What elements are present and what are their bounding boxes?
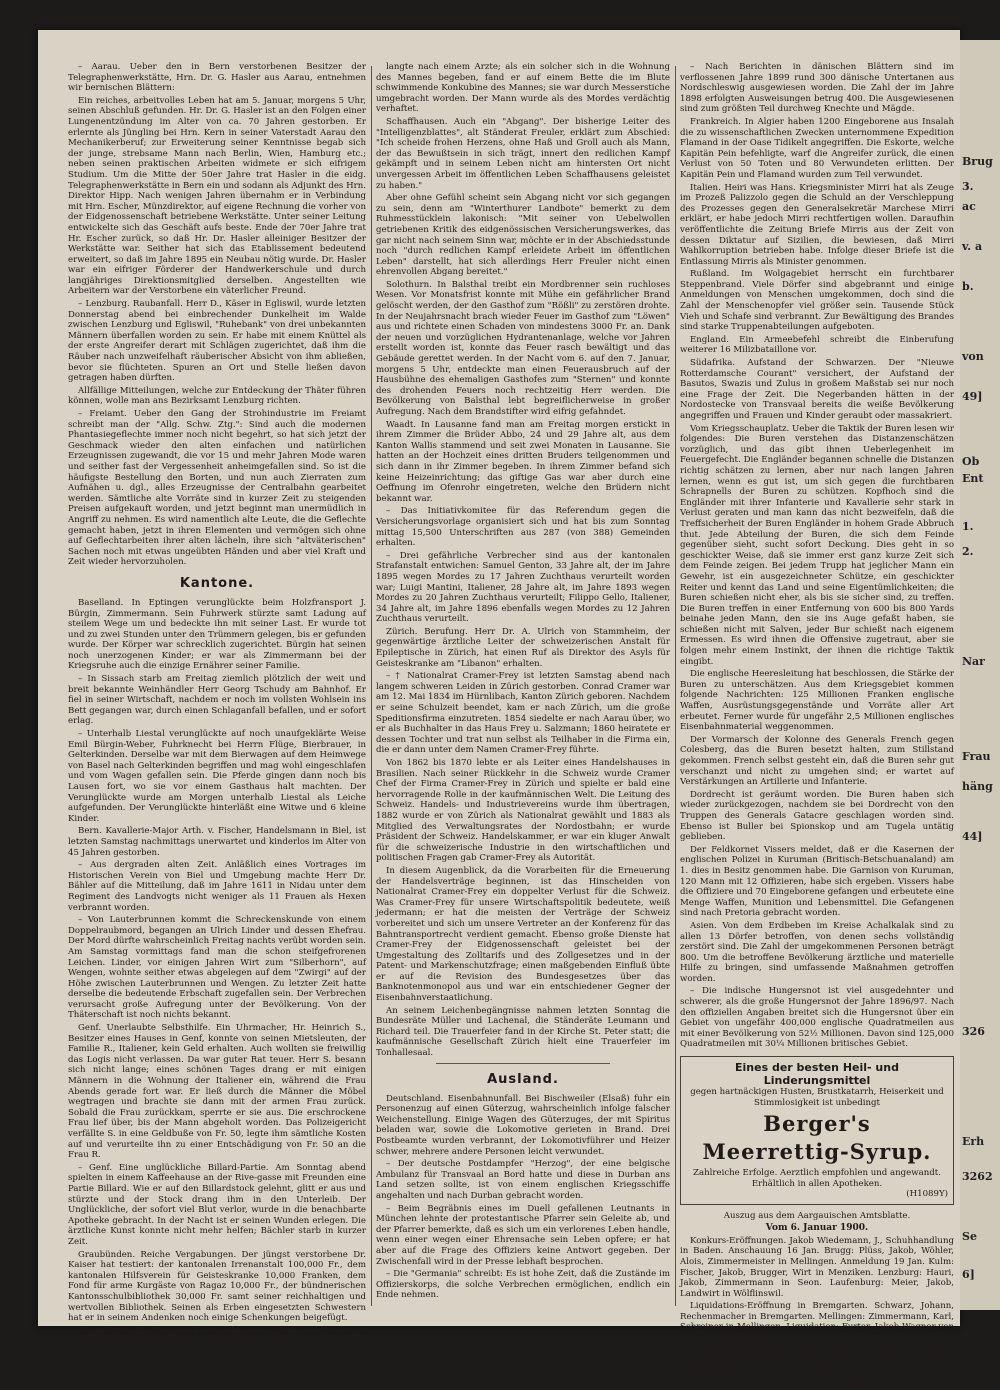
article-waadt-escape: – Drei gefährliche Verbrecher sind aus der kantonalen Strafanstalt entwichen: Samuel Genton, 33 Jahre alt, der im Jahre 1895 wegen Mordes zu 17 Jahren Zuchthaus verurteilt worden war; Luigi Mantini, Italiener, 28 Jahre alt, im Jahre 1893 wegen Mordes zu 20 Jahren Zuchthaus verurteilt; Filippo Gello, Italiener, 34 Jahre alt, im Jahre 1896 ebenfalls wegen Mordes zu 12 Jahren Zuchthaus verurteilt. <box>376 550 670 625</box>
amtsblatt-begehren: Vermögens- und Konkursbegehren. Jurzo. Dtto, von Elpingen, Leuggern, in Amerika. Eingaben 30. Januar. <box>680 1368 954 1390</box>
fragment-text: 49] <box>962 390 983 403</box>
fragment-text: ac <box>962 200 976 213</box>
article-schaffhausen-cont: Aber ohne Gefühl scheint sein Abgang nicht vor sich gegangen zu sein, denn am "Winterthurer Landbote" bemerkt zu dem Ruhmesstücklein lakonisch: "Mit seiner von Uebelwollen getriebenen Kritik des eidgenössischen Versicherungswerkes, das gar nicht nach seinem Sinn war, möchte er in der Abschiedsstunde noch "durch redlichen Kampf erleidete Arbeit im öffentlichen Leben" darstellt, hat sich allerdings Herr Freuler nicht einen ehrenvollen Abgang bereitet." <box>376 193 670 278</box>
divider <box>436 1063 610 1064</box>
article-waadt: Waadt. In Lausanne fand man am Freitag morgen erstickt in ihrem Zimmer die Brüder Abbo, 24 und 29 Jahre alt, aus dem Kanton Wallis stammend und seit zwei Monaten in Lausanne. Sie hatten an der Hochzeit eines dritten Bruders teilgenommen und sich dann in ihr Zimmer begeben. In ihrem Zimmer befand sich keine Heizeinrichtung; das giftige Gas war aber durch eine Oeffnung im Ofenrohr eingetreten, welche den Brüdern nicht bekannt war. <box>376 419 670 504</box>
column-divider <box>675 66 676 1306</box>
article-liestal: – Unterhalb Liestal verunglückte auf noch unaufgeklärte Weise Emil Bürgin-Weber, Fuhrknecht bei Herrn Flüge, Bierbrauer, in Gelterkinden. Derselbe war mit dem Bierwagen auf dem Heimwege von Basel nach Gelterkinden begriffen und mag wohl eingeschlafen und vom Wagen gefallen sein. Die Pferde gingen dann noch bis Lausen fort, wo sie vor einem Gasthaus halt machten. Der Verunglückte wurde am Morgen unterhalb Liestal als Leiche aufgefunden. Der Verunglückte hinterläßt eine Witwe und 6 kleine Kinder. <box>68 729 366 824</box>
article-suedafrika: Südafrika. Aufstand der Schwarzen. Der "Nieuwe Rotterdamsche Courant" versichert, der Aufstand der Basutos, Swazis und Zulus in großem Maßstab sei nur noch eine Frage der Zeit. Die Negerbanden hätten in der Nordostecke von Transvaal bereits die weiße Bevölkerung angegriffen und Frauen und Kinder geraubt oder massakriert. <box>680 358 954 421</box>
amtsblatt-konkurs: Konkurs-Eröffnungen. Jakob Wiedemann, J., Schuhhandlung in Baden. Anschauung 16 Jan. Brugg: Plüss, Jakob, Wöhler, Alois, Zimmermeister in Mellingen. Anmeldung 19 Jan. Kulm: Fischer, Jakob, Brugger, Wirt in Menziken. Lenzburg: Hauri, Jakob, Zimmermann in Seon. Laufenburg: Meier, Jakob, Landwirt in Wölflinswil. <box>680 1235 954 1299</box>
article-baselland: Baselland. In Eptingen verunglückte beim Holzfransport J. Bürgin, Zimmermann. Sein Fuhrwerk stürzte samt Ladung auf steilem Wege um und bedeckte ihn mit seiner Last. Er wurde tot und zu zwei Stunden unter den Trümmern gelegen, bis er gefunden wurde. Der Körper war schrecklich zugerichtet. Bürgin hat seinen noch unerzogenen Kinder; er war als Zimmermann bei der Kriegsruhe auch die einzige Ernährer seiner Familie. <box>68 597 366 672</box>
amtsblatt-title: Auszug aus dem Aargauischen Amtsblatte. <box>723 1210 911 1221</box>
fragment-text: 1. <box>962 520 974 533</box>
ad-product-name: Berger's Meerrettig-Syrup. <box>702 1111 932 1165</box>
fragment-text: Frau <box>962 750 991 763</box>
article-solothurn: Solothurn. In Balsthal treibt ein Mordbrenner sein ruchloses Wesen. Vor Monatsfrist konnte mit Mühe ein gefährlicher Brand gelöscht werden, der den Gasthof zum "Rößli" zu zerstören drohte. In der Neujahrsnacht brach wieder Feuer im Gasthof zum "Löwen" aus und richtete einen Schaden von mindestens 3000 Fr. an. Dank der neuen und vorzüglichen Hydrantenanlage, welche vor Jahren erstellt worden ist, konnte das Feuer rasch bewältigt und das Gebäude gerettet werden. In der Nacht vom 6. auf den 7. Januar, morgens 5 Uhr, entdeckte man einen Feuerausbruch auf der Hausbühne des ehemaligen Gasthofes zum "Sternen" und konnte des drohenden Feuers noch rechtzeitig Herr werden. Die Bevölkerung von Balsthal lebt begreiflicherweise in großer Aufregung. Nach dem Brandstifter wird eifrig gefahndet. <box>376 279 670 417</box>
adjacent-page-fragment <box>960 40 1000 1310</box>
article-germania: – Die "Germania" schreibt: Es ist hohe Zeit, daß die Zustände im Offizierskorps, die solche Verbrechen ermöglichen, endlich ein Ende nehmen. <box>376 1269 670 1301</box>
fragment-text: Ent <box>962 472 984 485</box>
article-postdampfer: – Der deutsche Postdampfer "Herzog", der eine belgische Ambulanz für Transvaal an Bord hatte und diese in Durban ans Land setzen sollte, ist von einem englischen Kriegsschiffe angehalten und nach Durban gebracht worden. <box>376 1159 670 1201</box>
fragment-text: 2. <box>962 545 974 558</box>
fragment-text: Brug <box>962 155 993 168</box>
article-aarau-body: Ein reiches, arbeitvolles Leben hat am 5. Januar, morgens 5 Uhr, seinen Abschluß gefunden. Hr. Dr. G. Hasler ist an den Folgen einer Lungenentzündung im Alter von ca. 70 Jahren gestorben. Er erlernte als Jüngling bei Hrn. Kern in seiner Vaterstadt Aarau den Mechanikerberuf; zur Erweiterung seiner Kenntnisse begab sich der junge, strebsame Mann nach Berlin, Wien, Hamburg etc.; neben seinen praktischen Arbeiten widmete er sich eifrigem Studium. Um die Mitte der 50er Jahre trat Hasler in die eidg. Telegraphenwerkstätte in Bern ein und sodann als Adjunkt des Hrn. Direktor Hipp. Nach wenigen Jahren übernahm er in Verbindung mit Hrn. Escher, Münzdirektor, auf eigene Rechnung die vorher von der Eidgenossenschaft betriebene Werkstätte. Unter seiner Leitung entwickelte sich das Geschäft aufs beste. Ende der 70er Jahre trat Hr. Escher zurück, so daß Hr. Dr. Hasler alleiniger Besitzer der Werkstätte war. Seither hat sich das Etablissement bedeutend erweitert, so daß im Jahre 1895 ein Neubau nötig wurde. Dr. Hasler war ein eifriger Förderer der Handwerkerschule und durch langjähriges Direktionsmitglied derselben. Angestellten wie Arbeitern war der Verstorbene ein väterlicher Freund. <box>68 95 366 297</box>
article-italien: Italien. Heiri was Hans. Kriegsminister Mirri hat als Zeuge im Prozeß Palizzolo gegen die Schuld an der Verschleppung des Prozesses gegen den Generalsekretär Marchese Mirri erklärt, er habe jedoch Mirri rechtfertigen wollen. Daraufhin veröffentlichte die Zeitung Briefe Mirris aus der Zeit von dessen Diktatur auf Sizilien, die bewiesen, daß Mirri Wahlkorruption betrieben habe. Infolge dieser Briefe ist die Entlassung Mirris als Minister genommen. <box>680 182 954 267</box>
column-1 <box>68 62 366 1347</box>
fragment-text: 326 <box>962 1025 985 1038</box>
ad-code: (H1089Y) <box>906 1189 948 1200</box>
article-waadt-referendum: – Das Initiativkomitee für das Referendum gegen die Versicherungsvorlage organisiert sich und hat bis zum Sonntag mittag 15,500 Unterschriften aus 287 (von 388) Gemeinden erhalten. <box>376 506 670 549</box>
column-divider <box>371 66 372 1306</box>
newspaper-page <box>38 30 960 1390</box>
section-heading-ausland: Ausland. <box>487 1071 559 1087</box>
fragment-text: 6] <box>962 1268 975 1281</box>
fragment-text: Se <box>962 1230 977 1243</box>
article-frankreich: Frankreich. In Algier haben 1200 Eingeborene aus Insalah die zu wissenschaftlichen Zwecken unternommene Expedition Flamand in der Oase Tidikelt angegriffen. Die Eskorte, welche Kapitän Pein befehligte, warf die Angreifer zurück, die einen Verlust von 50 Toten und 80 Verwundeten erlitten. Der Kapitän Pein und Flamand wurden zum Teil verwundet. <box>680 116 954 180</box>
fragment-text: von <box>962 350 984 363</box>
article-bern: Bern. Kavallerie-Major Arth. v. Fischer, Handelsmann in Biel, ist letzten Samstag nachmittags unerwartet und kinderlos im Alter von 45 Jahren gestorben. <box>68 826 366 858</box>
article-cramer-frey-merits: In diesem Augenblick, da die Vorarbeiten für die Erneuerung der Handelsverträge beginnen, ist das Hinscheiden von Nationalrat Cramer-Frey ein doppelter Verlust für die Schweiz. Was Cramer-Frey für unsere Wirtschaftspolitik bedeutete, weiß jedermann; er hat die meisten der Verträge der Schweiz vorbereitet und sich um unsere Vertreter an der Konferenz für das Bahntransportrecht verdient gemacht. Ebenso große Dienste hat Cramer-Frey der Eidgenossenschaft geleistet bei der Umgestaltung des Zolltarifs und des Zollgesetzes und in der Patent- und Markenschutzfrage; einen maßgebenden Einfluß übte er auf die Revision des Bundesgesetzes über das Banknotenmonopol aus und war ein entschiedener Gegner der Eisenbahnverstaatlichung. <box>376 865 670 1004</box>
column-3 <box>680 62 954 1390</box>
article-cramer-frey: – † Nationalrat Cramer-Frey ist letzten Samstag abend nach langem schweren Leiden in Zürich gestorben. Conrad Cramer war am 12. Mai 1834 im Hürnlibach, Kanton Zürich geboren. Nachdem er seine Schulzeit beendet, kam er nach Zürich, um die große Speditionsfirma einzutreten. 1854 siedelte er nach Aarau über, wo er als Buchhalter in das Haus Frey u. Salzmann; 1860 heiratete er dessen Tochter und trat nun selbst als Teilhaber in die Firma ein, die er dann unter dem Namen Cramer-Frey führte. <box>376 671 670 756</box>
fragment-text: v. a <box>962 240 983 253</box>
article-cramer-frey-funeral: An seinem Leichenbegängnisse nahmen letzten Sonntag die Bundesräte Müller und Lachenal, die Ständeräte Leumann und Richard teil. Die Trauerfeier fand in der Kirche St. Peter statt; die kaufmännische Gesellschaft Zürich hielt eine Trauerfeier im Tonhallesaal. <box>376 1005 670 1059</box>
article-asien: Asien. Von dem Erdbeben im Kreise Achalkalak sind zu allen 13 Dörfer betroffen, von denen sechs vollständig zerstört sind. Die Zahl der umgekommenen Personen beträgt 800. Um die betroffene Bevölkerung ärztliche und materielle Hilfe zu bringen, sind umfassende Maßnahmen getroffen worden. <box>680 920 954 984</box>
fragment-text: 3262 <box>962 1170 993 1183</box>
article-schaffhausen: Schaffhausen. Auch ein "Abgang". Der bisherige Leiter des "Intelligenzblattes", alt Ständerat Freuler, erklärt zum Abschied: "Ich scheide frohen Herzens, ohne Haß und Groll auch als Mann, der das Bewußtsein in sich trägt, innert den redlichen Kampf gekämpft und in seinem Leben nicht am hintersten Ort nicht unvergessen Arbeit im öffentlichen Leben Schaffhausens geleistet zu haben." <box>376 116 670 191</box>
article-cramer-frey-career: Von 1862 bis 1870 lebte er als Leiter eines Handelshauses in Brasilien. Nach seiner Rückkehr in die Schweiz wurde Cramer Chef der Firma Cramer-Frey in Zürich und spielte er bald eine hervorragende Rolle in der kaufmännischen Welt. Die Leitung des Schweiz. Handels- und Industrievereins wurde ihm übertragen, 1882 wurde er von Zürich als Nationalrat gewählt und 1883 als Mitglied des Verwaltungsrates der Nordostbahn; er wurde Präsident der Schweiz. Handelskammer, er war ein kluger Anwalt für die schweizerische Industrie in den wirtschaftlichen und politischen Fragen gab Cramer-Frey als Autorität. <box>376 758 670 864</box>
article-deutschland: Deutschland. Eisenbahnunfall. Bei Bischweiler (Elsaß) fuhr ein Personenzug auf einen Güterzug, wahrscheinlich infolge falscher Weichenstellung. Einige Wagen des Güterzuges, der mit Spiritus beladen war, sowie die Lokomotive gerieten in Brand. Drei Postbeamte wurden verbrannt, der Lokomotivführer und Heizer schwer, mehrere andere Personen leicht verwundet. <box>376 1093 670 1157</box>
fragment-text: b. <box>962 280 974 293</box>
article-aarau-intro: – Aarau. Ueber den in Bern verstorbenen Besitzer der Telegraphenwerkstätte, Hrn. Dr. G. Hasler aus Aarau, entnehmen wir bernischen Blättern: <box>68 62 366 94</box>
section-heading-kantone: Kantone. <box>179 575 255 591</box>
amtsblatt-date: Vom 6. Januar 1900. <box>765 1223 869 1234</box>
article-sissach: – In Sissach starb am Freitag ziemlich plötzlich der weit und breit bekannte Weinhändler Herr Georg Tschudy am Bahnhof. Er fiel in seiner Wirtschaft, nachdem er noch im vollsten Wohlsein ins Bett gegangen war, durch einen Schlaganfall befallen, und er sofort erlag. <box>68 674 366 727</box>
article-genf-selbsthilfe: Genf. Unerlaubte Selbsthilfe. Ein Uhrmacher, Hr. Heinrich S., Besitzer eines Hauses in Genf, konnte von seinen Mietsleuten, der Familie R., Italiener, kein Geld erhalten. Auch wollten sie freiwillig das Logis nicht verlassen. Da war guter Rat teuer. Herr S. besann sich nicht lange; eines schönen Tages drang er mit einigen Männern in die Wohnung der Italiener ein, während die Frau Abends gerade fort war. Er ließ durch die Männer die Möbel wegtragen und brachte sie dann mit der armen Frau zurück. Sobald die Frau zurückkam, sperrte er sie aus. Die erschrockene Frau lief über, bis der Mann abgeholt worden. Das Polizeigericht verfällte S. in eine Geldbuße von Fr. 50, legte ihm sämtliche Kosten auf und verurteilte ihn zu einer Entschädigung von Fr. 50 an die Frau R. <box>68 1023 366 1161</box>
article-graubuenden: Graubünden. Reiche Vergabungen. Der jüngst verstorbene Dr. Kaiser hat testiert: der kantonalen Irrenanstalt 100,000 Fr., dem kantonalen Hilfsverein für Geisteskranke 10,000 Franken, dem Fond für arme Kurgäste von Ragaz 10,000 Fr., der bündnerischen Kantonsschulbibliothek 30,000 Fr. samt seiner reichhaltigen und wertvollen Bibliothek. Seinen als Erben eingesetzten Schwestern hat er in seinem Andenken noch einige Schenkungen beigefügt. <box>68 1249 366 1324</box>
amtsblatt-liquidation: Liquidations-Eröffnung in Bremgarten. Schwarz, Johann, Rechenmacher in Bremgarten. Mellingen: Zimmermann, Karl, Schreiner in Mellingen. Liquidation: Furter, Jakob Wagner von Fischbach, in Brugg. Schluß. <box>680 1301 954 1344</box>
article-lenzburg-note: Allfällige Mitteilungen, welche zur Entdeckung der Thäter führen können, wolle man ans Bezirksamt Lenzburg richten. <box>68 385 366 407</box>
article-russland: Rußland. Im Wolgagebiet herrscht ein furchtbarer Steppenbrand. Viele Dörfer sind abgebrannt und einige Anmeldungen von Menschen umgekommen, doch sind die Zahl der Menschenopfer viel größer sein. Tausende Stück Vieh und Schafe sind verbrannt. Zur Bewältigung des Brandes sind starke Truppenabteilungen aufgeboten. <box>680 269 954 333</box>
article-hungersnot: – Die indische Hungersnot ist viel ausgedehnter und schwerer, als die große Hungersnot der Jahre 1896/97. Nach den offiziellen Angaben breitet sich die Hungersnot über ein Gebiet von ungefähr 400,000 englische Quadratmeilen aus mit einer Bevölkerung von 52½ Millionen. Davon sind 125,000 Quadratmeilen mit 30¼ Millionen britisches Gebiet. <box>680 986 954 1050</box>
article-kriegsschauplatz: Vom Kriegsschauplatz. Ueber die Taktik der Buren lesen wir folgendes: Die Buren verstehen das Distanzenschätzen vorzüglich, und das gibt ihnen Ueberlegenheit im Feuergefecht. Die Engländer begannen schnelle die Distanzen richtig schätzen zu lernen, aber nur nach langen Jahren lernen, wenn es gut ist, um sich gegen die furchtbaren Schrapnells der Buren zu schützen. Kopfhoch sind die Engländer mit ihrer Infanterie und Kavallerie sehr stark in Verlust geraten und man kann das nicht bezweifeln, daß die Treffsicherheit der Buren Engländer in hohem Grade Abbruch thut. Jede Abteilung der Buren, die sich dem Feinde gegenüber sieht, sucht sofort Deckung. Dies geht in so geschickter Weise, daß sie immer erst ganz kurze Zeit sich dem Feinde zeigen. Bei jedem Trupp hat jeglicher Mann ein Gewehr, ist ein ausgezeichneter Schütze, ein geschickter Reiter und kennt das Land und seine Eigentümlichkeiten; die Buren schießen nicht eher, als bis sie sicher sind, zu treffen. Die Buren treffen in einer Entfernung von 600 bis 800 Yards beinahe jeden Mann, den sie ins Auge gefaßt haben, sie schießen nicht mit Salven, jeder Bur schießt nach eigenem Ermessen. Es wird ihnen die Offensive zugetraut, aber sie folgen mehr einem Instinkt, der ihnen die richtige Taktik eingibt. <box>680 423 954 667</box>
fragment-text: 44] <box>962 830 983 843</box>
fragment-text: 3. <box>962 180 974 193</box>
fragment-text: Nar <box>962 655 985 668</box>
article-bern-history: – Aus dergraden alten Zeit. Anläßlich eines Vortrages im Historischen Verein von Biel und Umgebung machte Herr Dr. Bähler auf die Mitteilung, daß im Jahre 1611 in Nidau unter dem Regiment des Landvogts nicht weniger als 11 Frauen als Hexen verbrannt worden. <box>68 860 366 913</box>
amtsblatt-gepfaendet: Fruchtlos Gepfändeter. Jurzo Kuhn, Otto Hüser von und in Suhr wohnhaft. <box>680 1345 954 1367</box>
article-nordschleswig: – Nach Berichten in dänischen Blättern sind im verflossenen Jahre 1899 rund 300 dänische Untertanen aus Nordschleswig ausgewiesen worden. Die Zahl der im Jahre 1898 erfolgten Ausweisungen betrug 400. Die Ausgewiesenen sind zum größten Teil durchweg Knechte und Mägde. <box>680 62 954 115</box>
article-england: England. Ein Armeebefehl schreibt die Einberufung weiterer 16 Milizbataillone vor. <box>680 334 954 356</box>
article-french: Der Vormarsch der Kolonne des Generals French gegen Colesberg, das die Buren besetzt halten, zum Stillstand gekommen. French selbst gesteht ein, daß die Buren sehr gut verschanzt und nicht zu umgehen sind; er wartet auf Verstärkungen an Artillerie und Infanterie. <box>680 734 954 788</box>
article-neuenburg: Neuenburg. In Chaux-de-Fonds kam am 2. dies nachts gegen Mitternacht ein Mann auf den Polizeiposten und ver- <box>68 1325 366 1347</box>
article-dordrecht: Dordrecht ist geräumt worden. Die Buren haben sich wieder zurückgezogen, nachdem sie bei Dordrecht von den Truppen des Generals Gatacre geschlagen worden sind. Ebenso ist Buller bei Spionskop und am Tugela untätig geblieben. <box>680 789 954 843</box>
article-neuenburg-cont: langte nach einem Arzte; als ein solcher sich in die Wohnung des Mannes begeben, fand er auf einem Bette die im Blute schwimmende Konkubine des Mannes; sie war durch Messerstiche umgebracht worden. Der Mann wurde als des Mordes verdächtig verhaftet. <box>376 62 670 115</box>
article-kriegsschauplatz-2: Die englische Heeresleitung hat beschlossen, die Stärke der Buren zu unterschätzen. Aus dem Kriegsgebiet kommen folgende Nachrichten: 125 Millionen Franken englische Waffen, Ausrüstungsgegenstände und Vorräte aller Art erbeutet. Ferner wurde für ungefähr 2,5 Millionen englisches Eisenbahnmaterial weggenommen. <box>680 669 954 733</box>
fragment-text: Ob <box>962 455 980 468</box>
advertisement-meerrettig-syrup <box>680 1056 954 1205</box>
fragment-text: häng <box>962 780 993 793</box>
ad-subline: gegen hartnäckigen Husten, Brustkatarrh, Heiserkeit und Stimmlosigkeit ist unbedingt <box>690 1087 944 1108</box>
article-muenchen: – Beim Begräbnis eines im Duell gefallenen Leutnants in München lehnte der protestantische Pfarrer sein Geleite ab, und der Pfarrer bemerkte, daß es sich um ein verlorenes Leben handle, wenn einer wegen einer Ehrensache sein Leben opfere; er hat aber auf die Frage des Offiziers keine Antwort gegeben. Der Zwischenfall wird in der Presse lebhaft besprochen. <box>376 1203 670 1267</box>
article-genf-billard: – Genf. Eine unglückliche Billard-Partie. Am Sonntag abend spielten in einem Kaffeehause an der Rive-gasse mit Freunden eine Partie Billard. Wie er auf den Billardstock gelehnt, glitt er aus und stürzte und der Stock drang ihm in den Unterleib. Der Unglückliche, der sofort viel Blut verlor, wurde in die benachbarte Apotheke gebracht. In der Nacht ist er seinen Wunden erlegen. Die ärztliche Kunst konnte nicht mehr helfen; Bächler starb in kurzer Zeit. <box>68 1162 366 1247</box>
article-kuruman: Der Feldkornet Vissers meldet, daß er die Kasernen der englischen Polizei in Kuruman (Britisch-Betschuanaland) am 1. dies in Besitz genommen habe. Die Garnison von Kuruman, 120 Mann mit 12 Offizieren, habe sich ergeben. Vissers habe die Offiziere und 70 Eingeborene gefangen und erbeutete eine Menge Waffen, Munition und Lebensmittel. Die Gefangenen sind nach Pretoria gebracht worden. <box>680 844 954 919</box>
article-freiamt: – Freiamt. Ueber den Gang der Strohindustrie im Freiamt schreibt man der "Allg. Schw. Ztg.": Sind auch die modernen Phantasiegeflechte immer noch nicht begehrt, so hat sich jetzt der Geschmack wieder den alten einfachen und natürlichen Erzeugnissen zugewandt, die vor 15 und mehr Jahren Mode waren und seither fast der Vergessenheit anheimgefallen sind. So ist die häufigste Bestellung den Borten, und nun auch Zierraten zum Aufnähen u. dgl., alles Erzeugnisse der Centralbahn gearbeitet werden. Sämtliche alte Vorräte sind in kurzer Zeit zu steigenden Preisen aufgekauft worden, und jetzt beginnt man unermüdlich in Angriff zu nehmen. Es wird namentlich alte Leute, die die Geflechte gemacht haben, jetzt in ihren Elementen und vermögen sich ohne auf Geflechtarbeiten ihrer alten lächeln, ihre sich "altväterischen" Sachen noch mit etwas ungeübten Händen und aber viel Kraft und Zeit wieder hervorzuholen. <box>68 409 366 568</box>
column-2 <box>376 62 670 1308</box>
ad-headline: Eines der besten Heil- und Linderungsmittel <box>735 1061 899 1088</box>
ad-footer: Zahlreiche Erfolge. Aerztlich empfohlen und angewandt. Erhältlich in allen Apotheken. <box>693 1168 941 1189</box>
article-zuerich: Zürich. Berufung. Herr Dr. A. Ulrich von Stammheim, der gegenwärtige ärztliche Leiter der schweizerischen Anstalt für Epileptische in Zürich, hat einen Ruf als Direktor des Asyls für Geisteskranke am "Libanon" erhalten. <box>376 626 670 669</box>
fragment-text: Erh <box>962 1135 985 1148</box>
article-lenzburg: – Lenzburg. Raubanfall. Herr D., Käser in Egliswil, wurde letzten Donnerstag abend bei einbrechender Dunkelheit im Walde zwischen Lenzburg und Egliswil, "Ruhebank" von drei unbekannten Männern überfallen worden zu sein. Er habe mit einem Knüttel als der erste Angreifer derart mit Schlägen zugerichtet, daß ihm die Räuber nach unzweifelhaft räuberischer Absicht von ihm abließen, bevor sie flüchteten. Spuren an Ort und Stelle ließen davon getragen haben dürften. <box>68 299 366 384</box>
article-lauterbrunnen: – Von Lauterbrunnen kommt die Schreckenskunde von einem Doppelraubmord, begangen an Ulrich Linder und dessen Ehefrau. Der Mord dürfte wahrscheinlich Freitag nachts verübt worden sein. Am Samstag vormittags fand man die schon steifgefrorenen Leichen. Linder, vor einigen Jahren Wirt zum "Silberhorn", auf Wengen, wohnte seither etwas abgelegen auf dem "Zwirgi" auf der Höhe zwischen Lauterbrunnen und Wengen. Zu letzter Zeit hatte derselbe die bedeutende Erbschaft zugefallen sein. Der Verbrechen verursacht große Aufregung unter der Bevölkerung. Von der Thäterschaft ist noch nichts bekannt. <box>68 915 366 1021</box>
